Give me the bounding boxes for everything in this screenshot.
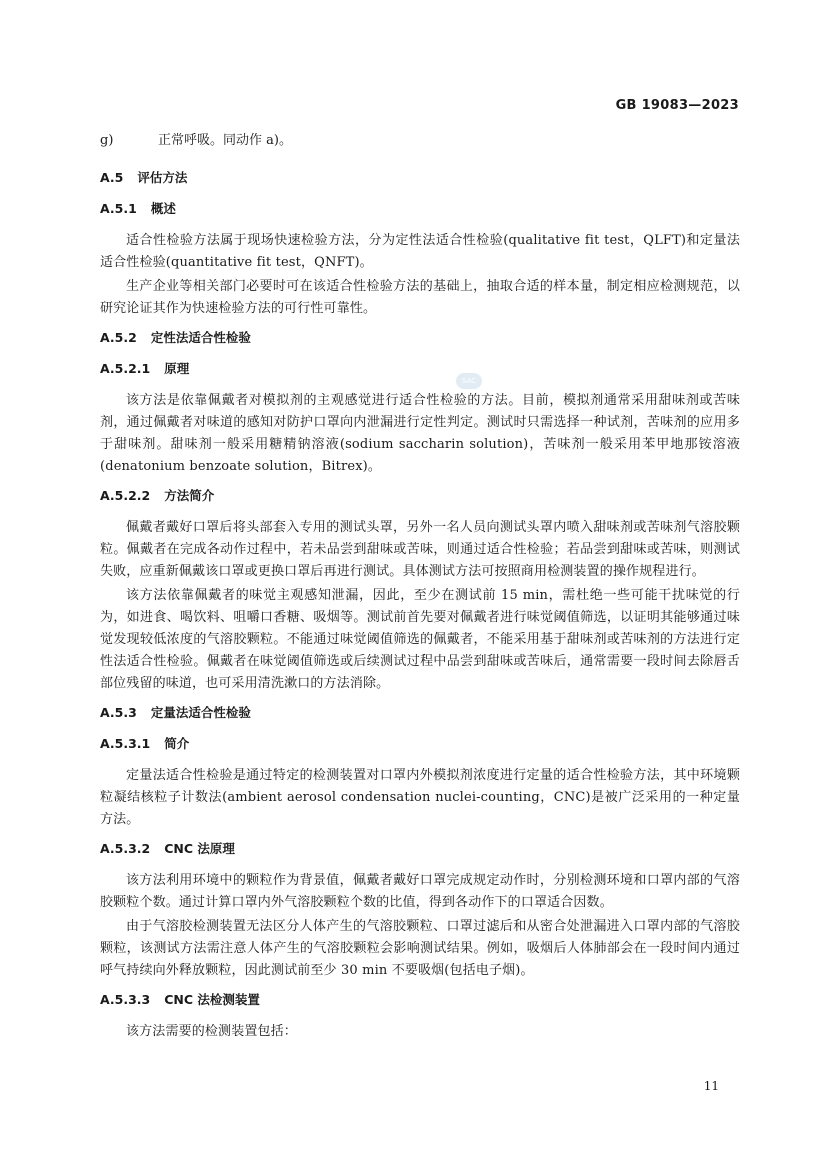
section-title: 定性法适合性检验 [150,330,251,345]
list-item-g [100,130,740,151]
document-body [100,130,740,1051]
section-heading [100,328,740,348]
section-number: A.5 [100,170,124,185]
watermark-logo-icon: SAC [456,373,482,389]
section-number: A.5.1 [100,201,137,216]
section-heading [100,359,740,379]
section-heading [100,486,740,506]
section-number: A.5.2 [100,330,137,345]
section-number: A.5.3.1 [100,736,151,751]
section-heading [100,734,740,754]
section-title: 方法简介 [164,488,215,503]
list-item-marker: g) [100,133,114,148]
section-title: 评估方法 [137,170,188,185]
paragraph: 适合性检验方法属于现场快速检验方法，分为定性法适合性检验(qualitative fit test，QLFT)和定量法适合性检验(quantitative fit test，QNFT)。 [100,233,740,270]
paragraph: 由于气溶胶检测装置无法区分人体产生的气溶胶颗粒、口罩过滤后和从密合处泄漏进入口罩内部的气溶胶颗粒，该测试方法需注意人体产生的气溶胶颗粒会影响测试结果。例如，吸烟后人体肺部会在一段时间内通过呼气持续向外释放颗粒，因此测试前至少 30 min 不要吸烟(包括电子烟)。 [100,919,740,978]
document-code: GB 19083—2023 [615,98,739,113]
section-number: A.5.2.2 [100,488,151,503]
paragraph: 该方法是依靠佩戴者对模拟剂的主观感觉进行适合性检验的方法。目前，模拟剂通常采用甜味剂或苦味剂，通过佩戴者对味道的感知对防护口罩向内泄漏进行定性判定。测试时只需选择一种试剂，苦味剂的应用多于甜味剂。甜味剂一般采用糖精钠溶液(sodium saccharin solution)，苦味剂一般采用苯甲地那铵溶液(denatonium benzoate solution，Bitrex)。 [100,393,740,474]
section-number: A.5.2.1 [100,361,151,376]
paragraph: 该方法需要的检测装置包括： [126,1024,297,1039]
section-title: CNC 法原理 [164,841,235,856]
section-number: A.5.3.2 [100,841,151,856]
sections-container [100,168,740,1043]
section-title: 原理 [164,361,190,376]
section-title: 概述 [150,201,176,216]
list-item-text: 正常呼吸。同动作 a)。 [158,133,292,148]
section-heading [100,168,740,188]
paragraph: 该方法利用环境中的颗粒作为背景值，佩戴者戴好口罩完成规定动作时，分别检测环境和口罩内部的气溶胶颗粒个数。通过计算口罩内外气溶胶颗粒个数的比值，得到各动作下的口罩适合因数。 [100,873,740,910]
section-title: 简介 [164,736,190,751]
section-heading [100,703,740,723]
section-heading [100,199,740,219]
section-title: CNC 法检测装置 [164,992,260,1007]
section-number: A.5.3 [100,705,137,720]
paragraph: 生产企业等相关部门必要时可在该适合性检验方法的基础上，抽取合适的样本量，制定相应检测规范，以研究论证其作为快速检验方法的可行性可靠性。 [100,279,740,316]
paragraph: 定量法适合性检验是通过特定的检测装置对口罩内外模拟剂浓度进行定量的适合性检验方法，其中环境颗粒凝结核粒子计数法(ambient aerosol condensation nuclei-counting，CNC)是被广泛采用的一种定量方法。 [100,768,740,827]
paragraph: 该方法依靠佩戴者的味觉主观感知泄漏，因此，至少在测试前 15 min，需杜绝一些可能干扰味觉的行为，如进食、喝饮料、咀嚼口香糖、吸烟等。测试前首先要对佩戴者进行味觉阈值筛选，以证明其能够通过味觉发现较低浓度的气溶胶颗粒。不能通过味觉阈值筛选的佩戴者，不能采用基于甜味剂或苦味剂的方法进行定性法适合性检验。佩戴者在味觉阈值筛选或后续测试过程中品尝到甜味或苦味后，通常需要一段时间去除唇舌部位残留的味道，也可采用清洗漱口的方法消除。 [100,588,740,691]
section-heading [100,990,740,1010]
section-number: A.5.3.3 [100,992,151,1007]
paragraph: 佩戴者戴好口罩后将头部套入专用的测试头罩，另外一名人员向测试头罩内喷入甜味剂或苦味剂气溶胶颗粒。佩戴者在完成各动作过程中，若未品尝到甜味或苦味，则通过适合性检验；若品尝到甜味或苦味，则测试失败，应重新佩戴该口罩或更换口罩后再进行测试。具体测试方法可按照商用检测装置的操作规程进行。 [100,520,740,579]
section-title: 定量法适合性检验 [150,705,251,720]
section-heading [100,839,740,859]
page-number: 11 [703,1079,719,1093]
